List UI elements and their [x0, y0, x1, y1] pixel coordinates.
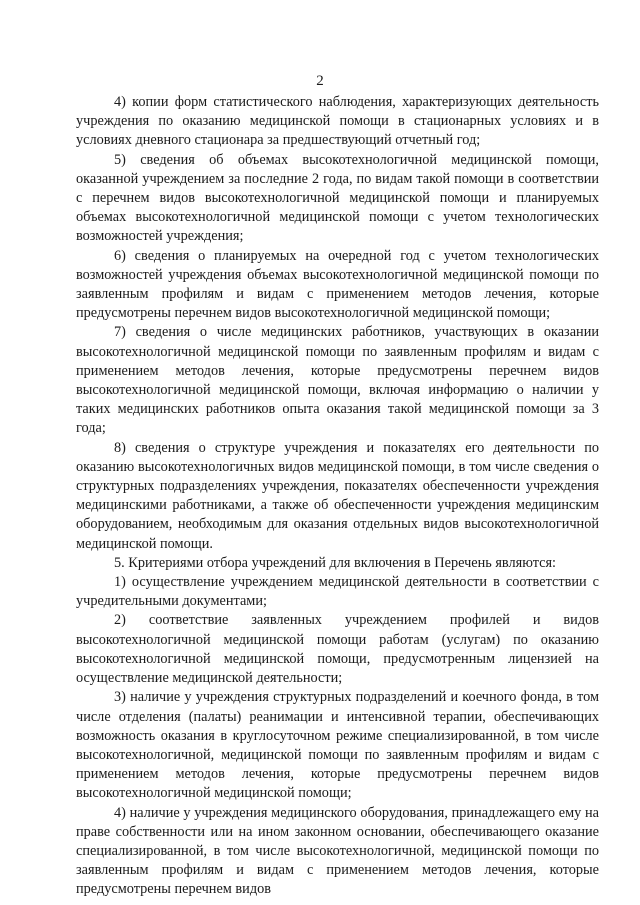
paragraph-criterion-4: 4) наличие у учреждения медицинского оборудования, принадлежащего ему на праве собственности или на ином законном основании, обеспечивающего оказание специализированной, в том числе высокотехнологичной, медицинской помощи по заявленным профилям и видам с применением методов лечения, которые предусмотрены перечнем видов	[76, 804, 599, 898]
paragraph-item-7-staff: 7) сведения о числе медицинских работников, участвующих в оказании высокотехнологичной медицинской помощи по заявленным профилям и видам с применением методов лечения, которые предусмотрены перечнем видов высокотехнологичной медицинской помощи, включая информацию о наличии у таких медицинских работников опыта оказания такой медицинской помощи за 3 года;	[76, 324, 599, 437]
paragraph-item-6-planned: 6) сведения о планируемых на очередной год с учетом технологических возможностей учреждения объемах высокотехнологичной медицинской помощи по заявленным профилям и видам с применением методов лечения, которые предусмотрены перечнем видов высокотехнологичной медицинской помощи;	[76, 247, 599, 322]
paragraph-item-4-copies: 4) копии форм статистического наблюдения, характеризующих деятельность учреждения по оказанию медицинской помощи в стационарных условиях и в условиях дневного стационара за предшествующий отчетный год;	[76, 94, 599, 149]
paragraph-criterion-3: 3) наличие у учреждения структурных подразделений и коечного фонда, в том числе отделения (палаты) реанимации и интенсивной терапии, обеспечивающих возможность оказания в круглосуточном режиме специализированной, в том числе высокотехнологичной, медицинской помощи по заявленным профилям и видам с применением методов лечения, которые предусмотрены перечнем видов высокотехнологичной медицинской помощи;	[76, 689, 599, 802]
paragraph-section-5-criteria: 5. Критериями отбора учреждений для включения в Перечень являются:	[114, 554, 557, 571]
paragraph-criterion-1: 1) осуществление учреждением медицинской деятельности в соответствии с учредительными документами;	[76, 574, 599, 610]
page-number: 2	[316, 73, 324, 89]
paragraph-item-5-volumes: 5) сведения об объемах высокотехнологичной медицинской помощи, оказанной учреждением за последние 2 года, по видам такой помощи в соответствии с перечнем видов высокотехнологичной медицинской помощи и планируемых объемах высокотехнологичной медицинской помощи с учетом технологических возможностей учреждения;	[76, 151, 599, 245]
document-body	[76, 93, 599, 900]
paragraph-criterion-2: 2) соответствие заявленных учреждением профилей и видов высокотехнологичной медицинской помощи работам (услугам) по оказанию высокотехнологичной медицинской помощи, предусмотренным лицензией на осуществление медицинской деятельности;	[76, 612, 599, 687]
paragraph-item-8-structure: 8) сведения о структуре учреждения и показателях его деятельности по оказанию высокотехнологичных видов медицинской помощи, в том числе сведения о структурных подразделениях учреждения, показателях обеспеченности учреждения медицинскими работниками, а также об обеспеченности учреждения медицинским оборудованием, необходимым для оказания отдельных видов высокотехнологичной медицинской помощи.	[76, 439, 599, 552]
